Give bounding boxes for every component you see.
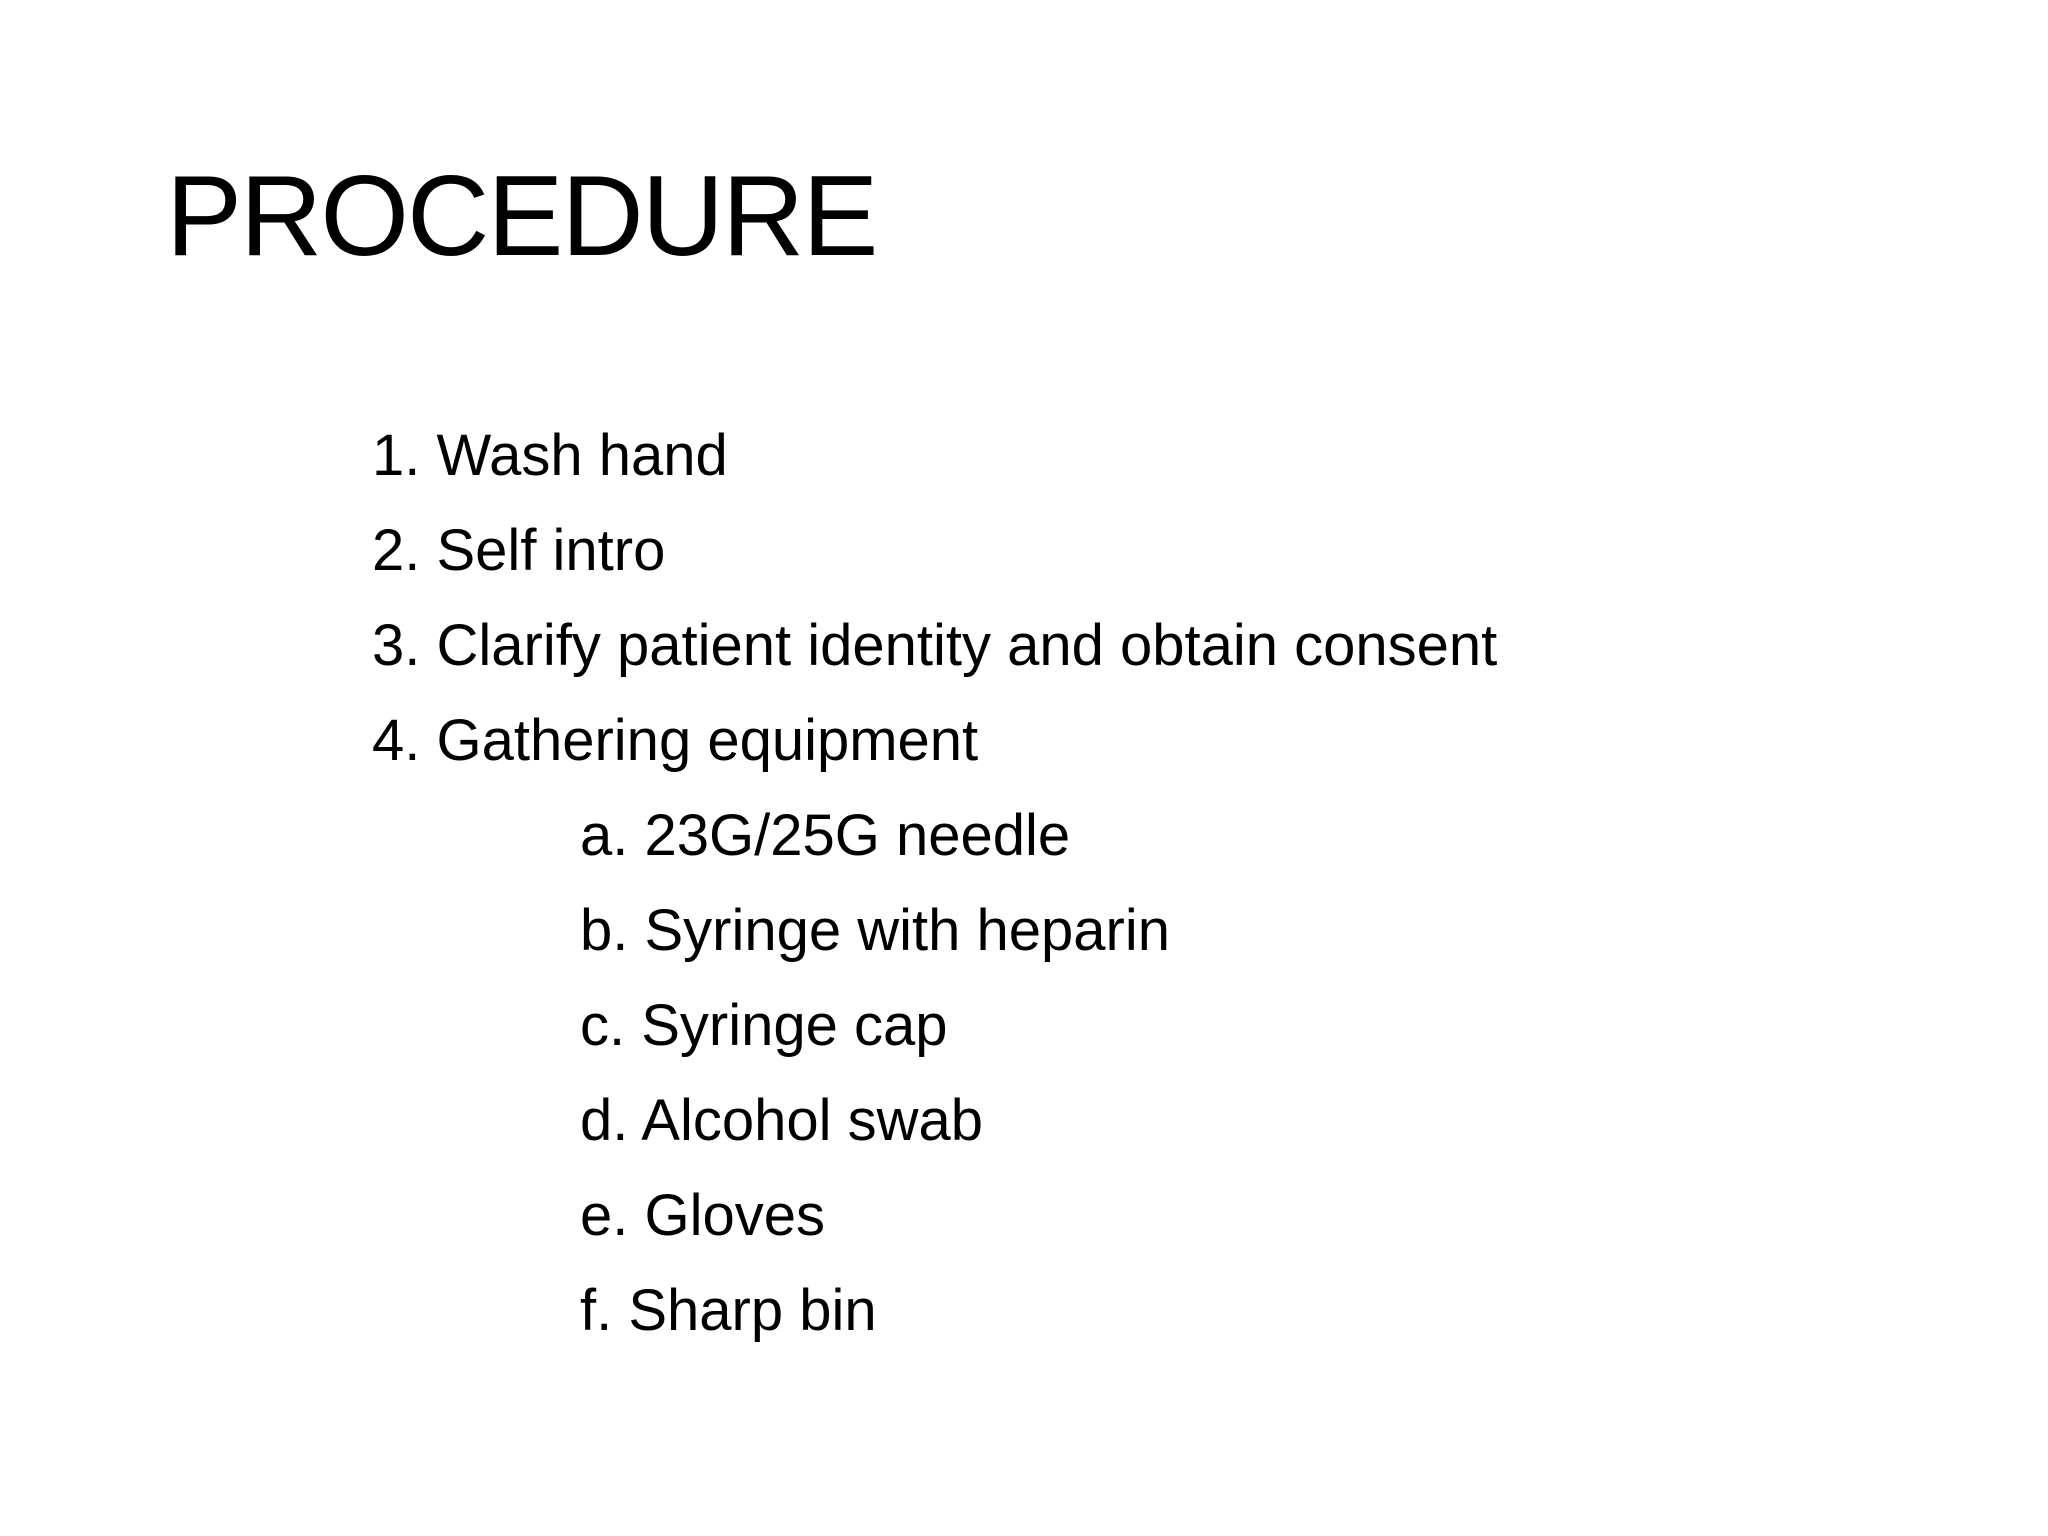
step-item: 3. Clarify patient identity and obtain consent [372, 613, 1498, 678]
equipment-item: a. 23G/25G needle [580, 803, 1071, 868]
equipment-item: c. Syringe cap [580, 993, 948, 1058]
step-item: 2. Self intro [372, 518, 666, 583]
step-item: 4. Gathering equipment [372, 708, 979, 773]
step-item: 1. Wash hand [372, 423, 728, 488]
equipment-item: d. Alcohol swab [580, 1088, 984, 1153]
slide-title: PROCEDURE [166, 153, 877, 280]
procedure-list [372, 408, 1497, 1358]
equipment-item: f. Sharp bin [580, 1278, 877, 1343]
equipment-item: e. Gloves [580, 1183, 825, 1248]
equipment-item: b. Syringe with heparin [580, 898, 1170, 963]
